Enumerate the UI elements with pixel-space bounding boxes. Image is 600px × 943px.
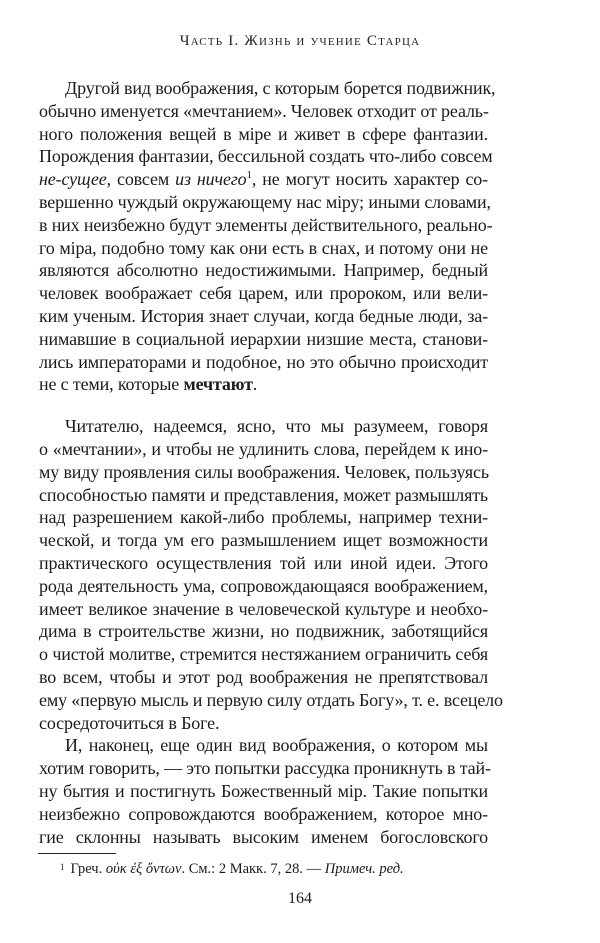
text-line <box>39 237 488 260</box>
text-line <box>39 438 488 461</box>
footnote-greek: οὐκ ἐξ ὄντων <box>105 861 182 877</box>
footnote-mark: 1 <box>60 862 65 872</box>
text-segment: в них неизбежно будут элементы действительного, реально- <box>39 214 493 235</box>
text-line <box>39 689 503 712</box>
footnote-reference-mark: 1 <box>246 169 252 182</box>
text-segment: о чистой молитве, стремится нестяжанием ограничить себя <box>39 644 488 665</box>
text-line <box>39 168 488 191</box>
text-line <box>39 145 493 168</box>
text-segment: ким ученым. История знает случаи, когда бедные люди, за- <box>39 305 488 326</box>
text-line <box>39 575 488 598</box>
text-segment: являются абсолютно недостижимыми. Например, бедный <box>39 260 488 281</box>
running-header: Часть I. Жизнь и учение Старца <box>179 33 421 49</box>
text-segment: неизбежно сопровождаются воображением, которое мно- <box>39 803 488 824</box>
text-line <box>39 803 488 826</box>
text-line <box>39 643 488 666</box>
text-segment: дима в строительстве жизни, но подвижник, заботящийся <box>39 621 488 642</box>
text-segment: ного положения вещей в міре и живет в сфере фантазии. <box>39 123 488 144</box>
body-text <box>39 77 503 848</box>
text-line <box>39 373 488 396</box>
text-segment: му виду проявления силы воображения. Человек, пользуясь <box>39 461 489 482</box>
text-line <box>39 282 488 305</box>
text-segment: Читателю, надеемся, ясно, что мы разумеем, говоря <box>65 416 488 437</box>
text-segment: над разрешением какой-либо проблемы, например техни- <box>39 507 488 528</box>
footnote-editor-note: Примеч. ред. <box>324 861 404 877</box>
text-segment: , совсем <box>106 169 176 190</box>
text-segment: рода деятельность ума, сопровождающаяся воображением, <box>39 575 488 596</box>
text-line <box>39 351 488 374</box>
text-line <box>39 529 488 552</box>
text-segment: Другой вид воображения, с которым борется подвижник, <box>65 78 496 98</box>
text-line <box>39 484 488 507</box>
text-segment: лись императорами и подобное, но это обычно происходит <box>39 351 488 372</box>
text-line <box>39 552 488 575</box>
text-segment: го міра, подобно тому как они есть в снах, и потому они не <box>39 237 488 258</box>
text-line <box>39 598 488 621</box>
text-line <box>39 191 491 214</box>
text-segment: И, наконец, еще один вид воображения, о котором мы <box>65 735 488 756</box>
text-line <box>39 620 488 643</box>
text-segment: хотим говорить, — это попытки рассудка проникнуть в тай- <box>39 758 491 779</box>
text-segment: практического осуществления той или иной идеи. Этого <box>39 552 488 573</box>
text-line <box>39 757 491 780</box>
paragraph-gap <box>39 396 488 415</box>
text-segment: обычно именуется «мечтанием». Человек отходит от реаль- <box>39 100 489 121</box>
text-segment: во всем, чтобы и этот род воображения не препятствовал <box>39 666 488 687</box>
text-segment: о «мечтании», и чтобы не удлинить слова, перейдем к ино- <box>39 438 488 459</box>
text-segment: нимавшие в социальной иерархии низшие места, станови- <box>39 328 488 349</box>
footnote-divider <box>38 853 116 854</box>
text-line <box>39 415 488 438</box>
text-segment: вершенно чуждый окружающему нас міру; иными словами, <box>39 191 491 212</box>
text-segment: ему «первую мысль и первую силу отдать Богу», т. е. всецело <box>39 689 503 710</box>
text-line <box>39 461 488 484</box>
text-segment: способностью памяти и представления, может размышлять <box>39 484 488 505</box>
footnote <box>60 860 404 878</box>
text-line <box>39 780 488 803</box>
text-segment: ну бытия и постигнуть Божественный мір. Такие попытки <box>39 780 488 801</box>
text-line <box>39 214 493 237</box>
text-line <box>39 123 488 146</box>
text-line <box>39 506 488 529</box>
text-segment: имеет великое значение в человеческой культуре и необхо- <box>39 598 488 619</box>
text-line <box>39 77 496 100</box>
text-segment: не с теми, которые <box>39 374 184 395</box>
text-line <box>39 100 488 123</box>
text-segment: мечтают <box>183 374 253 395</box>
text-line <box>39 712 488 735</box>
text-line <box>39 328 488 351</box>
text-segment: . <box>252 374 258 395</box>
text-segment: из ничего <box>175 169 247 190</box>
text-segment: гие склонны называть высоким именем богословского <box>39 826 488 847</box>
page-number: 164 <box>288 890 312 907</box>
text-segment: ческой, и тогда ум его размышлением ищет возможности <box>39 530 488 551</box>
text-segment: сосредоточиться в Боге. <box>39 712 220 733</box>
text-line <box>39 826 488 849</box>
text-segment: не-сущее <box>39 169 107 190</box>
text-line <box>39 666 488 689</box>
text-segment: Порождения фантазии, бессильной создать что-либо совсем <box>39 146 493 167</box>
text-line <box>39 734 488 757</box>
text-segment: , не могут носить характер со- <box>251 169 489 190</box>
text-segment: человек воображает себя царем, или пророком, или вели- <box>39 283 488 304</box>
text-line <box>39 305 488 328</box>
footnote-reference: . См.: 2 Макк. 7, 28. — <box>181 861 325 877</box>
text-line <box>39 259 488 282</box>
footnote-prefix: Греч. <box>70 861 106 877</box>
